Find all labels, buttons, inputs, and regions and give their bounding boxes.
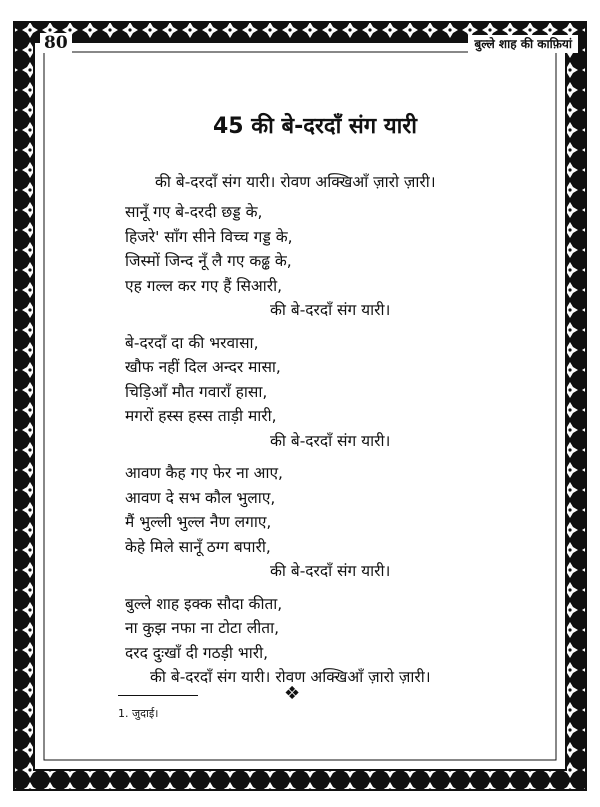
verse-line: मगरों हस्स हस्स ताड़ी मारी,	[125, 407, 277, 425]
verse-line: आवण कैह गए फेर ना आए,	[125, 464, 283, 482]
verse-line: मैं भुल्ली भुल्ल नैण लगाए,	[125, 513, 272, 531]
verse-line: आवण दे सभ कौल भुलाए,	[125, 488, 276, 507]
ornament-icon: ❖	[284, 683, 301, 704]
opening-refrain: की बे-दरदाँ संग यारी। रोवण अक्खिआँ ज़ारो ज़ारी।	[155, 173, 436, 191]
footnote-divider	[118, 695, 198, 696]
poem-content	[55, 110, 535, 690]
closing-refrain: की बे-दरदाँ संग यारी। रोवण अक्खिआँ ज़ारो ज़ारी।	[150, 668, 431, 686]
page-number: 80	[40, 33, 72, 53]
poem-title: 45 की बे-दरदाँ संग यारी	[212, 114, 417, 139]
stanza-3	[55, 461, 535, 584]
verse-line: बे-दरदाँ दा की भरवासा,	[125, 333, 259, 352]
verse-line: केहे मिले सानूँ ठग्ग बपारी,	[125, 537, 271, 556]
stanza-2	[55, 331, 535, 454]
verse-line: दरद दुःखाँ दी गठड़ी भारी,	[125, 643, 269, 662]
footnote: 1. जुदाई।	[118, 707, 159, 720]
stanza-refrain: की बे-दरदाँ संग यारी।	[270, 301, 391, 319]
verse-line: खौफ नहीं दिल अन्दर मासा,	[125, 358, 281, 376]
stanza-1	[55, 200, 535, 323]
stanza-4	[55, 592, 535, 690]
stanza-refrain: की बे-दरदाँ संग यारी।	[270, 562, 391, 580]
verse-line: ना कुझ नफा ना टोटा लीता,	[125, 619, 280, 637]
verse-line: सानूँ गए बे-दरदी छड्ड के,	[125, 203, 263, 221]
verse-line: बुल्ले शाह इक्क सौदा कीता,	[125, 594, 283, 613]
running-header: बुल्ले शाह की काफ़ियां	[468, 35, 578, 53]
verse-line: एह गल्ल कर गए हैं सिआरी,	[125, 276, 283, 295]
verse-line: जिस्मों जिन्द नूँ लै गए कढ्ढ के,	[125, 252, 292, 270]
stanza-refrain: की बे-दरदाँ संग यारी।	[270, 431, 391, 450]
verse-line: चिड़िआँ मौत गवाराँ हासा,	[125, 382, 268, 401]
verse-line: हिजरे' साँग सीने विच्च गड्ड के,	[125, 227, 293, 246]
